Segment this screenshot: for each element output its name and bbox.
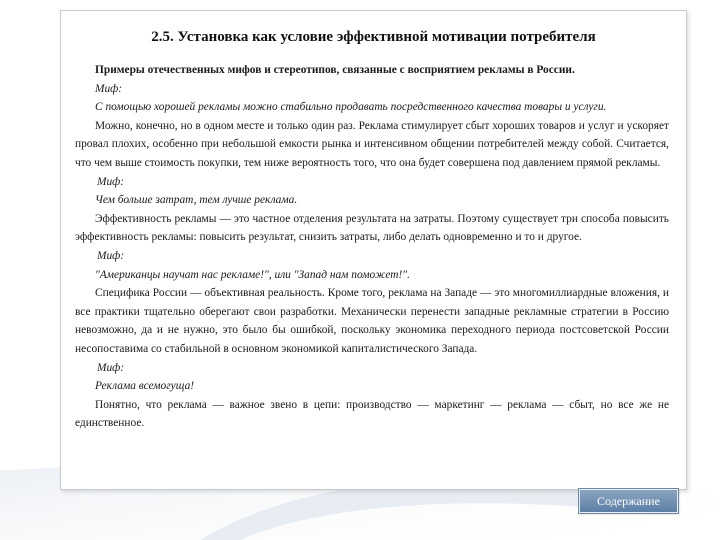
slide-body [75, 61, 669, 433]
myth-statement-1: С помощью хорошей рекламы можно стабильно продавать посредственного качества товары и услуги. [95, 101, 607, 114]
slide-content-frame [60, 10, 687, 490]
myth-statement-4: Реклама всемогуща! [95, 380, 195, 393]
myth-label: Миф: [95, 82, 123, 95]
slide-title: 2.5. Установка как условие эффективной мотивации потребителя [151, 29, 596, 45]
myth-answer-3: Специфика России — объективная реальность. Кроме того, реклама на Западе — это многомиллиардные вложения, и все практики тщательно оберегают свои разработки. Механически перенести западные рекламные стратегии в Россию невозможно, да и не нужно, это было бы ошибкой, поскольку экономика переходного периода постсоветской России несопоставима со стабильной в основном экономикой капиталистического Запада. [75, 287, 669, 355]
contents-button[interactable]: Содержание [579, 489, 678, 513]
section-heading: Примеры отечественных мифов и стереотипов, связанные с восприятием рекламы в России. [95, 64, 575, 76]
myth-label: Миф: [97, 175, 125, 188]
myth-label: Миф: [97, 249, 125, 262]
myth-answer-2: Эффективность рекламы — это частное отделения результата на затраты. Поэтому существует три способа повысить эффективность рекламы: повысить результат, снизить затраты, либо делать одновременно и то и другое. [75, 212, 669, 244]
myth-statement-3: "Американцы научат нас рекламе!", или "Запад нам поможет!". [95, 268, 410, 281]
myth-statement-2: Чем больше затрат, тем лучше реклама. [95, 194, 298, 207]
myth-answer-4: Понятно, что реклама — важное звено в цепи: производство — маркетинг — реклама — сбыт, но все же не единственное. [75, 398, 669, 430]
myth-label: Миф: [97, 361, 125, 374]
myth-answer-1: Можно, конечно, но в одном месте и только один раз. Реклама стимулирует сбыт хороших товаров и услуг и ускоряет провал плохих, особенно при небольшой емкости рынка и интенсивном общении потребителей между собой. Считается, что чем выше стоимость покупки, тем ниже вероятность того, что она будет совершена под давлением прямой рекламы. [75, 119, 669, 169]
